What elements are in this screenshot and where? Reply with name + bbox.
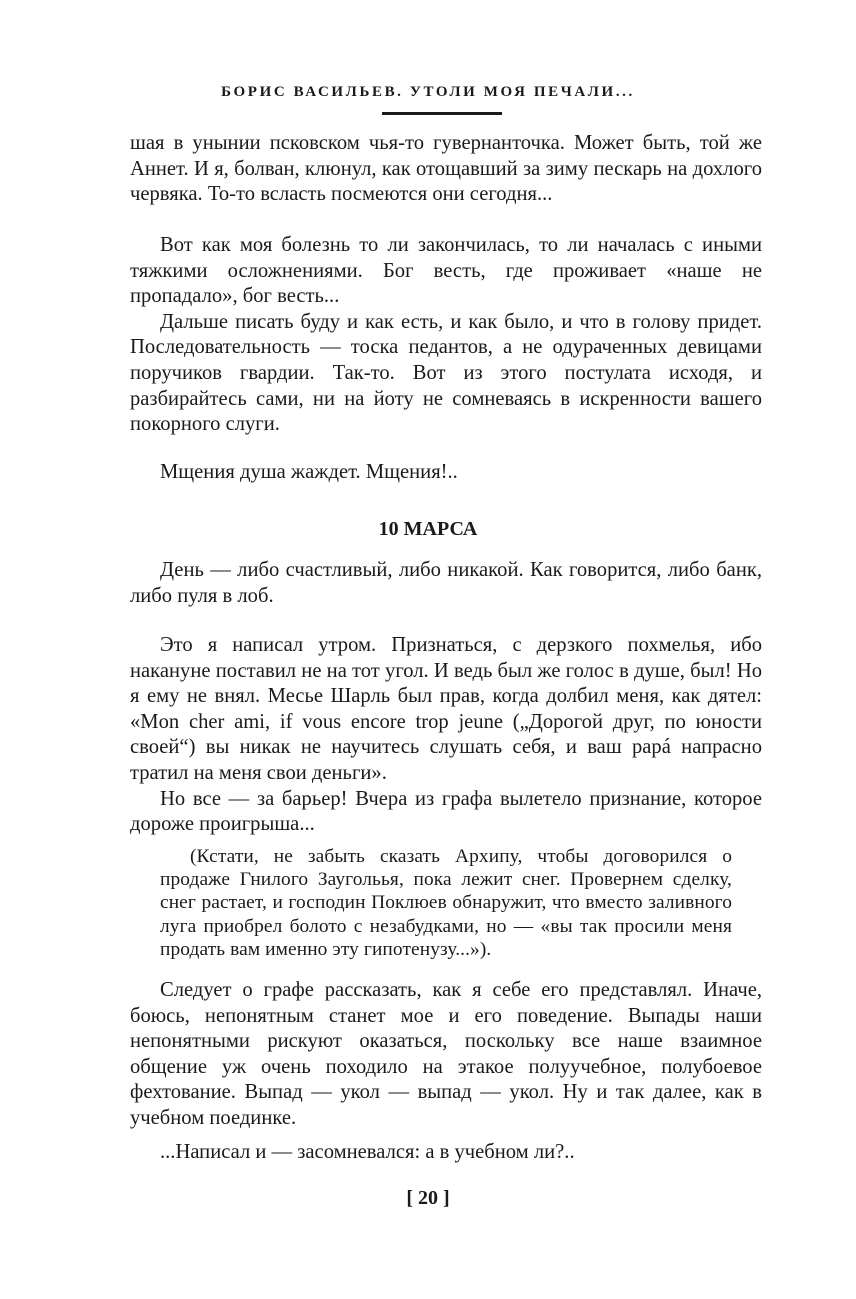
text-block-6 bbox=[130, 978, 762, 1165]
header-rule bbox=[382, 112, 502, 115]
paragraph: Дальше писать буду и как есть, и как было, и что в голову придет. Последовательность — тоска педантов, а не одураченных девицами поручиков гвардии. Так-то. Вот из этого постулата исходя, и разбирайтесь сами, ни на йоту не сомневаясь в искренности вашего покорного слуги. bbox=[130, 310, 762, 436]
text-block-3 bbox=[130, 460, 762, 486]
running-header: БОРИС ВАСИЛЬЕВ. УТОЛИ МОЯ ПЕЧАЛИ... bbox=[221, 84, 635, 100]
page-number: [ 20 ] bbox=[406, 1187, 450, 1209]
text-block-4 bbox=[130, 558, 762, 609]
paragraph: Это я написал утром. Признаться, с дерзкого похмелья, ибо накануне поставил не на тот угол. И ведь был же голос в душе, был! Но я ему не внял. Месье Шарль был прав, когда долбил меня, как дятел: «Mon cher ami, if vous encore trop jeune („Дорогой друг, по юности своей“) вы никак не научитесь слушать себя, и ваш papá напрасно тратил на меня свои деньги». bbox=[130, 634, 762, 784]
paragraph: Но все — за барьер! Вчера из графа вылетело признание, которое дороже проигрыша... bbox=[130, 787, 762, 836]
text-block-2 bbox=[130, 233, 762, 438]
paragraph: Вот как моя болезнь то ли закончилась, то ли началась с иными тяжкими осложнениями. Бог весть, где проживает «наше не пропадало», бог весть... bbox=[130, 234, 762, 308]
paragraph: (Кстати, не забыть сказать Архипу, чтобы договорился о продаже Гнилого Заугольья, пока лежит снег. Провернем сделку, снег растает, и господин Поклюев обнаружит, что вместо заливного луга приобрел болото с незабудками, но — «вы так просили меня продать вам именно эту гипотенузу...»). bbox=[160, 846, 732, 960]
text-block-1 bbox=[130, 131, 762, 208]
paragraph: Мщения душа жаждет. Мщения!.. bbox=[160, 461, 458, 483]
chapter-heading: 10 МАРСА bbox=[378, 518, 478, 540]
paragraph: День — либо счастливый, либо никакой. Как говорится, либо банк, либо пуля в лоб. bbox=[130, 559, 762, 607]
text-block-5 bbox=[130, 633, 762, 838]
parenthetical-aside bbox=[160, 845, 732, 961]
paragraph: ...Написал и — засомневался: а в учебном ли?.. bbox=[160, 1140, 575, 1163]
paragraph: шая в унынии псковском чья-то гувернанточка. Может быть, той же Аннет. И я, болван, клюнул, как отощавший за зиму пескарь на дохлого червяка. То-то всласть посмеются они сегодня... bbox=[130, 132, 762, 206]
paragraph: Следует о графе рассказать, как я себе его представлял. Иначе, боюсь, непонятным станет мое и его поведение. Выпады наши непонятными рискуют оказаться, поскольку все наше взаимное общение уж очень походило на этакое полуучебное, полубоевое фехтование. Выпад — укол — выпад — укол. Ну и так далее, как в учебном поединке. bbox=[130, 979, 762, 1129]
